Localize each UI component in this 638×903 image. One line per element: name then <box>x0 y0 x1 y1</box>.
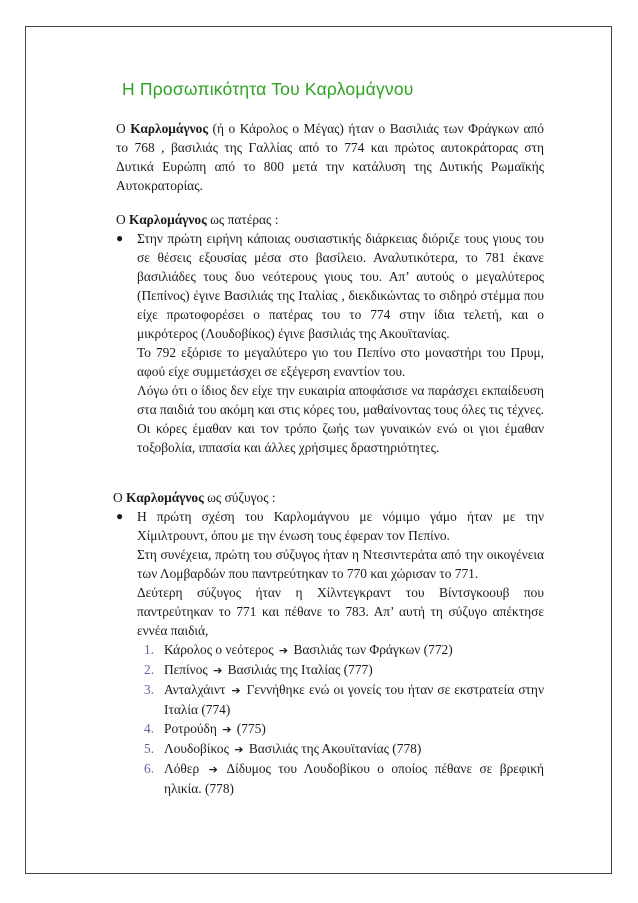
arrow-right-icon: ➔ <box>234 743 244 756</box>
bullet-icon: ● <box>116 509 124 523</box>
father-heading-suffix: ως πατέρας : <box>206 212 279 227</box>
father-bullet <box>116 229 544 457</box>
list-number: 3. <box>144 682 155 697</box>
list-number: 6. <box>144 761 155 776</box>
father-heading <box>116 210 544 229</box>
list-number: 4. <box>144 721 155 736</box>
list-number: 2. <box>144 662 155 677</box>
intro-name: Καρλομάγνος <box>130 121 208 136</box>
bullet-icon: ● <box>116 231 124 245</box>
intro-prefix: Ο <box>116 121 131 136</box>
intro-paragraph <box>116 119 544 195</box>
child-desc: Βασιλιάς της Ιταλίας (777) <box>227 662 373 677</box>
arrow-right-icon: ➔ <box>208 763 218 776</box>
intro-text: (ή ο Κάρολος ο Μέγας) ήταν ο Βασιλιάς των Φράγκων από το 768 , βασιλιάς της Γαλλίας από το 774 και πρώτος αυτοκράτορας στη Δυτικά Ευρώπη από το 800 μετά την κατάλυση της Δυτικής Ρωμαϊκής Αυτοκρατορίας. <box>116 121 544 193</box>
arrow-right-icon: ➔ <box>231 684 241 697</box>
arrow-right-icon: ➔ <box>213 664 223 677</box>
father-heading-prefix: Ο <box>116 212 130 227</box>
document-body <box>113 79 544 798</box>
father-paragraph: Το 792 εξόρισε το μεγαλύτερο γιο του Πεπίνο στο μοναστήρι του Πρυμ, αφού είχε συμμετάσχει σε εξέγερση εναντίον του. <box>137 345 544 379</box>
list-item <box>137 719 544 739</box>
list-number: 1. <box>144 642 155 657</box>
child-name: Λόθερ <box>164 761 200 776</box>
spouse-heading-name: Καρλομάγνος <box>126 490 204 505</box>
list-item <box>137 640 544 660</box>
children-list <box>137 640 544 798</box>
child-name: Πεπίνος <box>164 662 208 677</box>
child-desc: Βασιλιάς των Φράγκων (772) <box>293 642 453 657</box>
father-heading-name: Καρλομάγνος <box>129 212 207 227</box>
spouse-bullet <box>116 507 544 798</box>
child-desc: Γεννήθηκε ενώ οι γονείς του ήταν σε εκστρατεία στην Ιταλία (774) <box>164 682 544 717</box>
child-name: Ανταλχάιντ <box>164 682 226 697</box>
arrow-right-icon: ➔ <box>278 644 289 657</box>
child-name: Ροτρούδη <box>164 721 217 736</box>
child-name: Λουδοβίκος <box>164 741 229 756</box>
list-item <box>137 660 544 680</box>
spouse-paragraph: Η πρώτη σχέση του Καρλομάγνου με νόμιμο γάμο ήταν με την Χίμιλτρουντ, όπου με την ένωση τους έφεραν τον Πεπίνο. <box>137 509 544 543</box>
list-number: 5. <box>144 741 155 756</box>
father-paragraph: Λόγω ότι ο ίδιος δεν είχε την ευκαιρία αποφάσισε να παράσχει εκπαίδευση στα παιδιά του ακόμη και στις κόρες του, μαθαίνοντας τους όλες τις τέχνες. Οι κόρες έμαθαν και τον τρόπο ζωής των γυναικών ενώ οι γιοι έμαθαν τοξοβολία, ιππασία και άλλες χρήσιμες δραστηριότητες. <box>137 383 544 455</box>
page-title: Η Προσωπικότητα Του Καρλομάγνου <box>122 79 414 99</box>
arrow-right-icon: ➔ <box>222 723 232 736</box>
list-item <box>137 759 544 798</box>
spouse-heading-prefix: Ο <box>113 490 127 505</box>
child-desc: Δίδυμος του Λουδοβίκου ο οποίος πέθανε σε βρεφική ηλικία. (778) <box>164 761 544 796</box>
list-item <box>137 680 544 719</box>
child-desc: Βασιλιάς της Ακουϊτανίας (778) <box>248 741 422 756</box>
father-paragraph: Στην πρώτη ειρήνη κάποιας ουσιαστικής διάρκειας διόριζε τους γιους του σε θέσεις εξουσίας μέσα στο βασίλειο. Αναλυτικότερα, το 781 έκανε βασιλιάδες τους δυο νεότερους γιους του. Απ’ αυτούς ο μεγαλύτερος (Πεπίνος) έγινε Βασιλιάς της Ιταλίας , διεκδικώντας το σιδηρό στέμμα που είχε πρωτοφορέσει ο πατέρας του το 774 στην ίδια τελετή, και ο μικρότερος (Λουδοβίκος) έγινε βασιλιάς της Ακουϊτανίας. <box>137 231 544 341</box>
spouse-heading-suffix: ως σύζυγος : <box>203 490 276 505</box>
spouse-paragraph: Στη συνέχεια, πρώτη του σύζυγος ήταν η Ντεσιντεράτα από την οικογένεια των Λομβαρδών που παντρεύτηκαν το 770 και χώρισαν το 771. <box>137 547 544 581</box>
child-desc: (775) <box>236 721 266 736</box>
spouse-heading <box>113 488 544 507</box>
list-item <box>137 739 544 759</box>
child-name: Κάρολος ο νεότερος <box>164 642 274 657</box>
spouse-paragraph: Δεύτερη σύζυγος ήταν η Χίλντεγκραντ του Βίντσγκοουβ που παντρεύτηκαν το 771 και πέθανε το 783. Απ’ αυτή τη σύζυγο απέκτησε εννέα παιδιά, <box>137 585 544 638</box>
